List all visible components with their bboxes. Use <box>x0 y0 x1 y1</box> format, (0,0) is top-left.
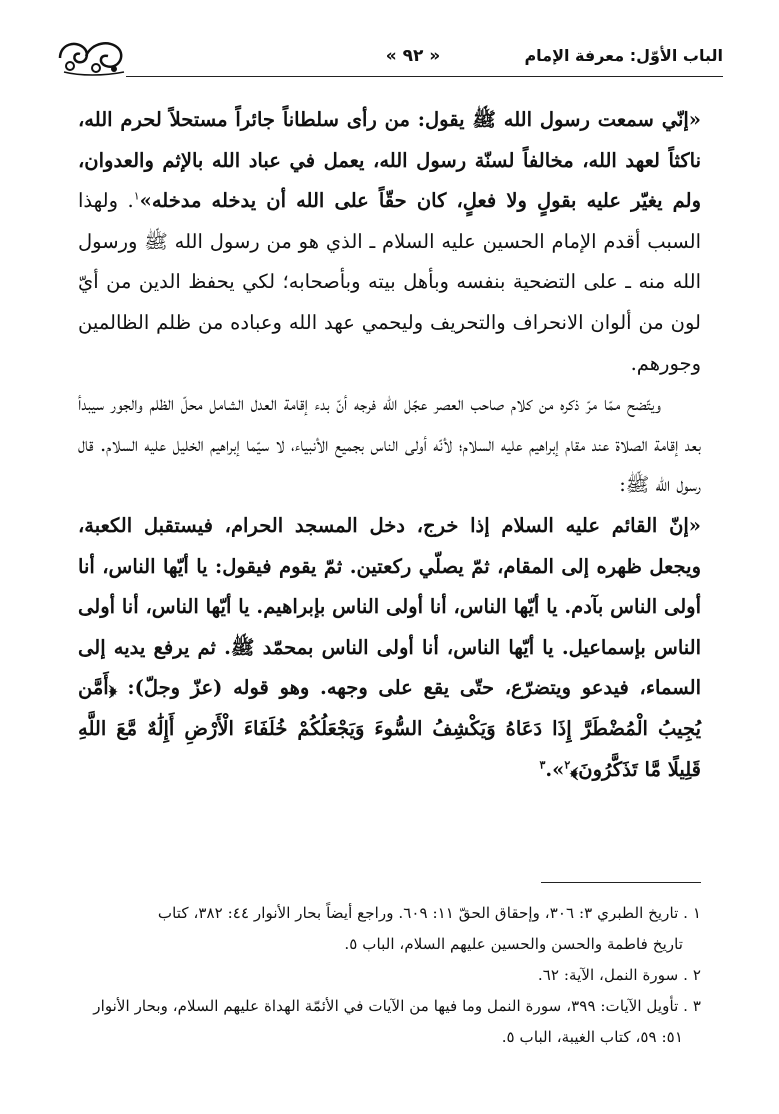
quote-2-close: ». <box>545 757 565 781</box>
header-divider <box>126 76 723 77</box>
floral-ornament-icon <box>56 36 128 76</box>
paragraph-3-quote <box>78 506 701 790</box>
footnote-1: ١ . تاريخ الطبري ٣: ٣٠٦، وإحقاق الحقّ ١١: ٦٠٩. وراجع أيضاً بحار الأنوار ٤٤: ٣٨٢، كتاب <box>157 904 701 922</box>
footnotes <box>78 898 701 1053</box>
footnote-1-cont: تاريخ فاطمة والحسن والحسين عليهم السلام، الباب ٥. <box>344 935 683 953</box>
footnote-ref-2: ٢ <box>564 758 571 771</box>
footnote-2: ٢ . سورة النمل، الآية: ٦٢. <box>537 966 701 984</box>
running-title: الباب الأوّل: معرفة الإمام <box>524 46 723 65</box>
quote-1: «إنّي سمعت رسول الله ﷺ يقول: من رأى سلطاناً جائراً مستحلاً لحرم الله، ناكثاً لعهد الله، مخالفاً لسنّة رسول الله، يعمل في عباد الله بالإثم والعدوان، ولم يغيّر عليه بقولٍ ولا فعلٍ، كان حقّاً على الله أن يدخله مدخله» <box>78 108 701 213</box>
footnote-divider <box>541 882 701 883</box>
main-text <box>78 100 701 790</box>
footnote-ref-3: ٣ <box>539 758 546 771</box>
footnote-ref-1: ١ <box>133 189 140 203</box>
footnote-3: ٣ . تأويل الآيات: ٣٩٩، سورة النمل وما فيها من الآيات في الأئمّة الهداة عليهم السلام، وبحار الأنوار <box>93 997 701 1015</box>
footnote-3-cont: ٥١: ٥٩، كتاب الغيبة، الباب ٥. <box>501 1028 683 1046</box>
page-header <box>56 36 723 80</box>
paragraph-2: ويتّضح ممّا مرّ ذكره من كلام صاحب العصر عجّل الله فرجه أنّ بدء إقامة العدل الشامل محلّ الظلم والجور سيبدأ بعد إقامة الصلاة عند مقام إبراهيم عليه السلام؛ لأنّه أولى الناس بجميع الأنبياء، لا سيّما إبراهيم الخليل عليه السلام. قال رسول الله ﷺ: <box>78 392 701 497</box>
quote-2: «إنّ القائم عليه السلام إذا خرج، دخل المسجد الحرام، فيستقبل الكعبة، ويجعل ظهره إلى المقام، ثمّ يصلّي ركعتين. ثمّ يقوم فيقول: يا أيّها الناس، أنا أولى الناس بآدم. يا أيّها الناس، أنا أولى الناس بإبراهيم. يا أيّها الناس، أنا أولى الناس بإسماعيل. يا أيّها الناس، أنا أولى الناس بمحمّد ﷺ. ثم يرفع يديه إلى السماء، فيدعو ويتضرّع، حتّى يقع على وجهه. وهو قوله (عزّ وجلّ): ﴿أَمَّن يُجِيبُ الْمُضْطَرَّ إِذَا دَعَاهُ وَيَكْشِفُ السُّوءَ وَيَجْعَلُكُمْ خُلَفَاءَ الْأَرْضِ أَإِلَٰهٌ مَّعَ اللَّهِ قَلِيلًا مَّا تَذَكَّرُونَ﴾ <box>78 513 701 781</box>
paragraph-1-rest: . ولهذا السبب أقدم الإمام الحسين عليه السلام ـ الذي هو من رسول الله ﷺ ورسول الله منه ـ على التضحية بنفسه وبأهل بيته وبأصحابه؛ لكي يحفظ الدين من أيّ لون من ألوان الانحراف والتحريف وليحمي عهد الله وعباده من ظلم الظالمين وجورهم. <box>78 189 701 375</box>
page-number: « ٩٢ » <box>385 46 441 66</box>
paragraph-1 <box>78 100 701 384</box>
